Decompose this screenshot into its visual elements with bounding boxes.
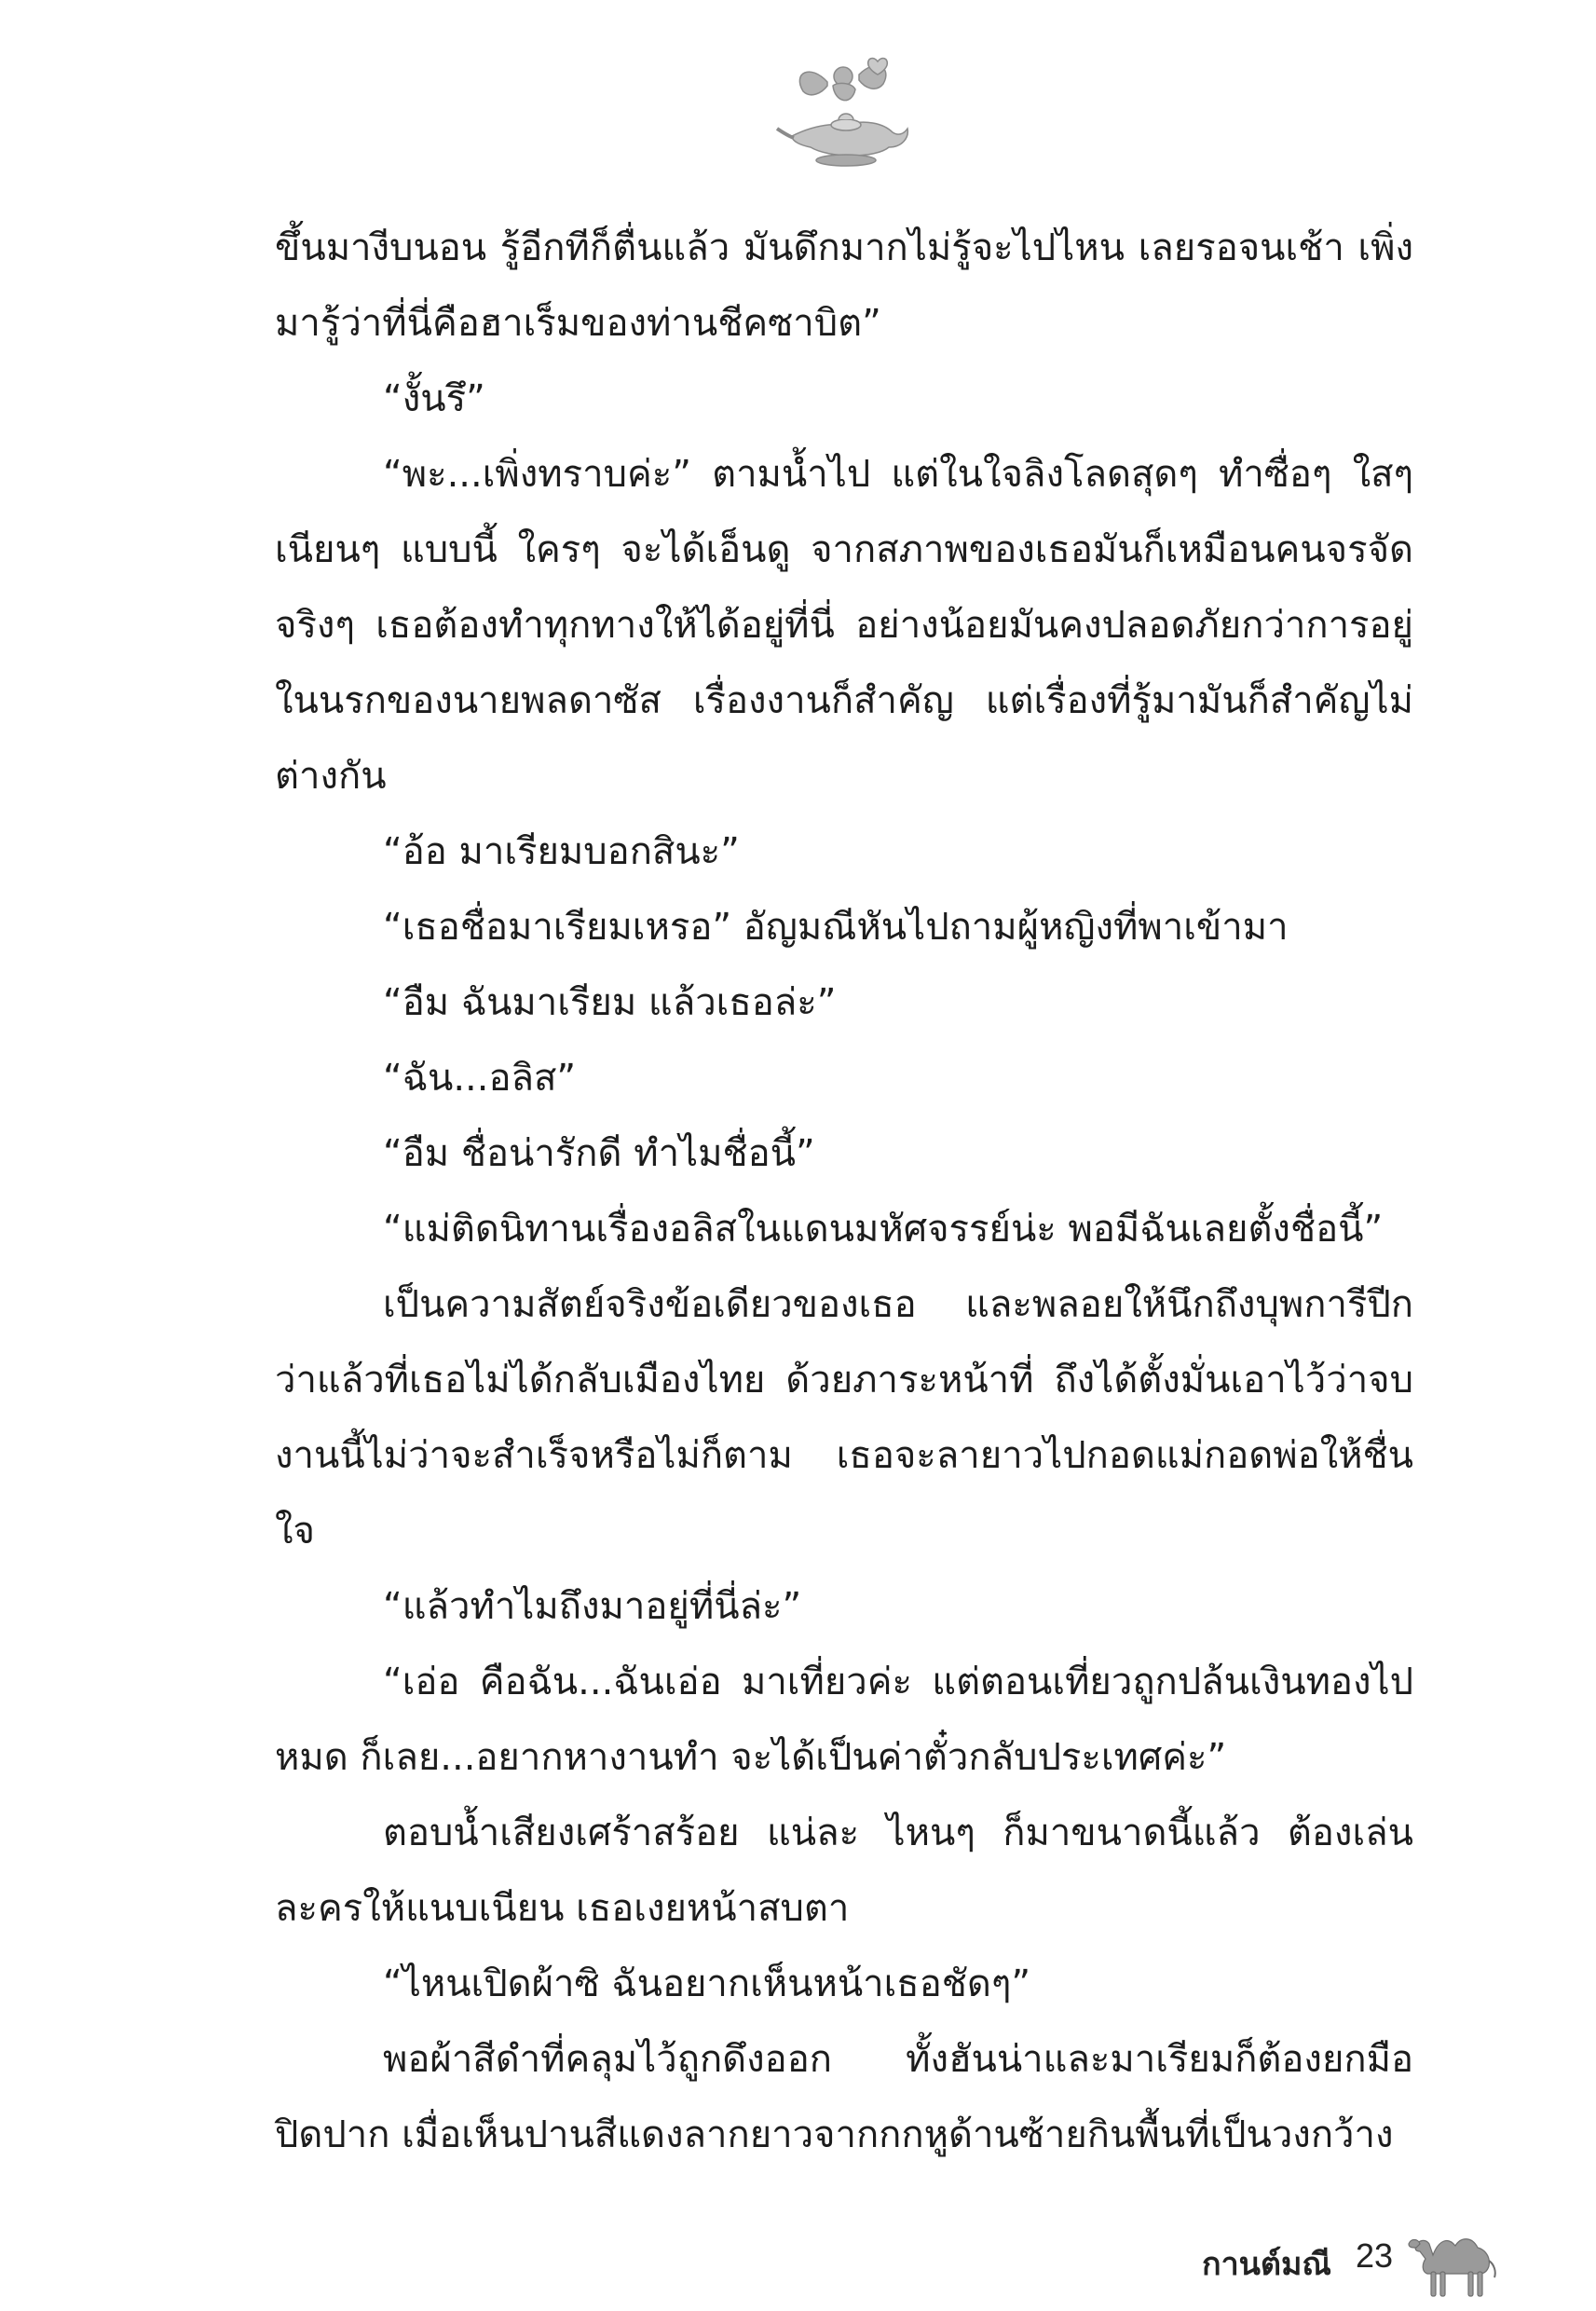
camel-icon: [1405, 2227, 1507, 2302]
paragraph: “ไหนเปิดผ้าซิ ฉันอยากเห็นหน้าเธอชัดๆ”: [383, 1962, 1031, 2005]
paragraph: “อืม ฉันมาเรียม แล้วเธอล่ะ”: [383, 981, 837, 1024]
paragraph: “อ้อ มาเรียมบอกสินะ”: [383, 830, 740, 873]
page-footer: [1146, 2227, 1537, 2302]
paragraph: ตอบน้ำเสียงเศร้าสร้อย แน่ละ ไหนๆ ก็มาขนาดนี้แล้ว ต้องเล่นละครให้แนบเนียน เธอเงยหน้าสบตา: [275, 1812, 1413, 1930]
paragraph: “เธอชื่อมาเรียมเหรอ” อัญมณีหันไปถามผู้หญิงที่พาเข้ามา: [383, 906, 1289, 949]
paragraph: “แล้วทำไมถึงมาอยู่ที่นี่ล่ะ”: [383, 1585, 802, 1628]
book-title: กานต์มณี: [1202, 2246, 1331, 2283]
paragraph: “ฉัน...อลิส”: [383, 1057, 577, 1100]
lamp-ornament-icon: [773, 54, 913, 175]
paragraph: “พะ...เพิ่งทราบค่ะ” ตามน้ำไป แต่ในใจลิงโลดสุดๆ ทำซื่อๆ ใสๆ เนียนๆ แบบนี้ ใครๆ จะได้เอ็นดู จากสภาพของเธอมันก็เหมือนคนจรจัดจริงๆ เธอต้องทำทุกทางให้ได้อยู่ที่นี่ อย่างน้อยมันคงปลอดภัยกว่าการอยู่ในนรกของนายพลดาซัส เรื่องงานก็สำคัญ แต่เรื่องที่รู้มามันก็สำคัญไม่ต่างกัน: [275, 453, 1413, 798]
paragraph: “งั้นรึ”: [383, 377, 485, 420]
paragraph: “อืม ชื่อน่ารักดี ทำไมชื่อนี้”: [383, 1132, 815, 1175]
paragraph: ขึ้นมางีบนอน รู้อีกทีก็ตื่นแล้ว มันดึกมากไม่รู้จะไปไหน เลยรอจนเช้า เพิ่งมารู้ว่าที่นี่คือฮาเร็มของท่านชีคซาบิต”: [275, 226, 1413, 345]
page-number: 23: [1356, 2236, 1394, 2275]
paragraph: เป็นความสัตย์จริงข้อเดียวของเธอ และพลอยให้นึกถึงบุพการีปีกว่าแล้วที่เธอไม่ได้กลับเมืองไทย ด้วยภาระหน้าที่ ถึงได้ตั้งมั่นเอาไว้ว่าจบงานนี้ไม่ว่าจะสำเร็จหรือไม่ก็ตาม เธอจะลายาวไปกอดแม่กอดพ่อให้ชื่นใจ: [275, 1283, 1413, 1552]
paragraph: “แม่ติดนิทานเรื่องอลิสในแดนมหัศจรรย์น่ะ พอมีฉันเลยตั้งชื่อนี้”: [383, 1208, 1384, 1251]
body-text: [275, 211, 1413, 2173]
paragraph: พอผ้าสีดำที่คลุมไว้ถูกดึงออก ทั้งฮันน่าและมาเรียมก็ต้องยกมือปิดปาก เมื่อเห็นปานสีแดงลากยาวจากกกหูด้านซ้ายกินพื้นที่เป็นวงกว้าง: [275, 2038, 1413, 2156]
paragraph: “เอ่อ คือฉัน...ฉันเอ่อ มาเที่ยวค่ะ แต่ตอนเที่ยวถูกปล้นเงินทองไปหมด ก็เลย...อยากหางานทำ จะได้เป็นค่าตั๋วกลับประเทศค่ะ”: [275, 1661, 1413, 1779]
